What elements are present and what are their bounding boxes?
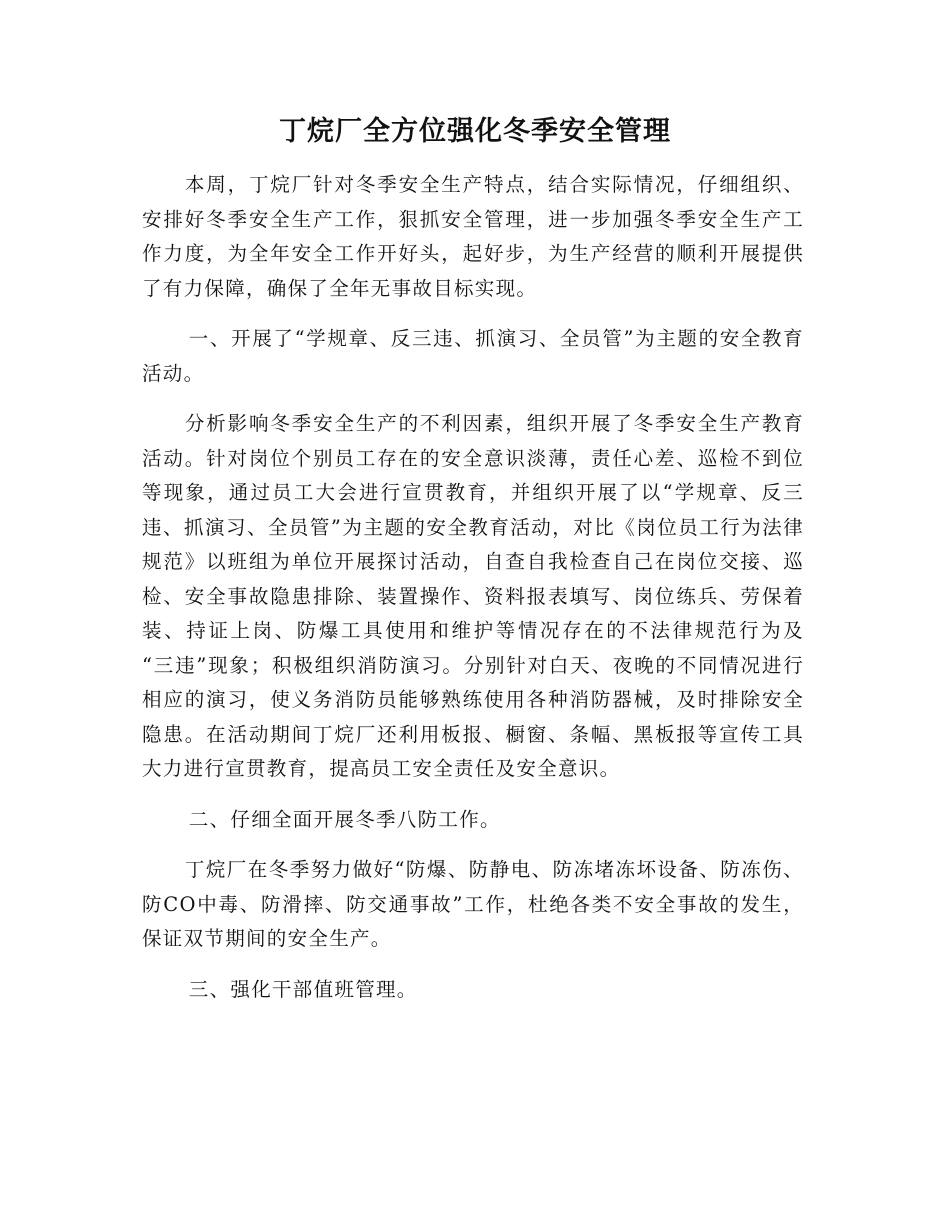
document-body <box>142 168 804 1007</box>
section-heading-1: 一、开展了“学规章、反三违、抓演习、全员管”为主题的安全教育活动。 <box>142 327 804 385</box>
document-title: 丁烷厂全方位强化冬季安全管理 <box>279 116 671 147</box>
paragraph-section-1: 分析影响冬季安全生产的不利因素，组织开展了冬季安全生产教育活动。针对岗位个别员工存在的安全意识淡薄，责任心差、巡检不到位等现象，通过员工大会进行宣贯教育，并组织开展了以“学规章、反三违、抓演习、全员管”为主题的安全教育活动，对比《岗位员工行为法律规范》以班组为单位开展探讨活动，自查自我检查自己在岗位交接、巡检、安全事故隐患排除、装置操作、资料报表填写、岗位练兵、劳保着装、持证上岗、防爆工具使用和维护等情况存在的不法律规范行为及 “三违”现象；积极组织消防演习。分别针对白天、夜晚的不同情况进行相应的演习，使义务消防员能够熟练使用各种消防器械，及时排除安全隐患。在活动期间丁烷厂还利用板报、橱窗、条幅、黑板报等宣传工具大力进行宣贯教育，提高员工安全责任及安全意识。 <box>142 412 804 780</box>
section-heading-2: 二、仔细全面开展冬季八防工作。 <box>188 807 501 831</box>
section-heading-3: 三、强化干部值班管理。 <box>188 977 418 1001</box>
paragraph-intro: 本周，丁烷厂针对冬季安全生产特点，结合实际情况，仔细组织、安排好冬季安全生产工作，狠抓安全管理，进一步加强冬季安全生产工作力度，为全年安全工作开好头，起好步，为生产经营的顺利开展提供了有力保障，确保了全年无事故目标实现。 <box>142 173 804 300</box>
paragraph-section-2: 丁烷厂在冬季努力做好“防爆、防静电、防冻堵冻坏设备、防冻伤、防CO中毒、防滑摔、防交通事故”工作，杜绝各类不安全事故的发生，保证双节期间的安全生产。 <box>142 858 804 950</box>
